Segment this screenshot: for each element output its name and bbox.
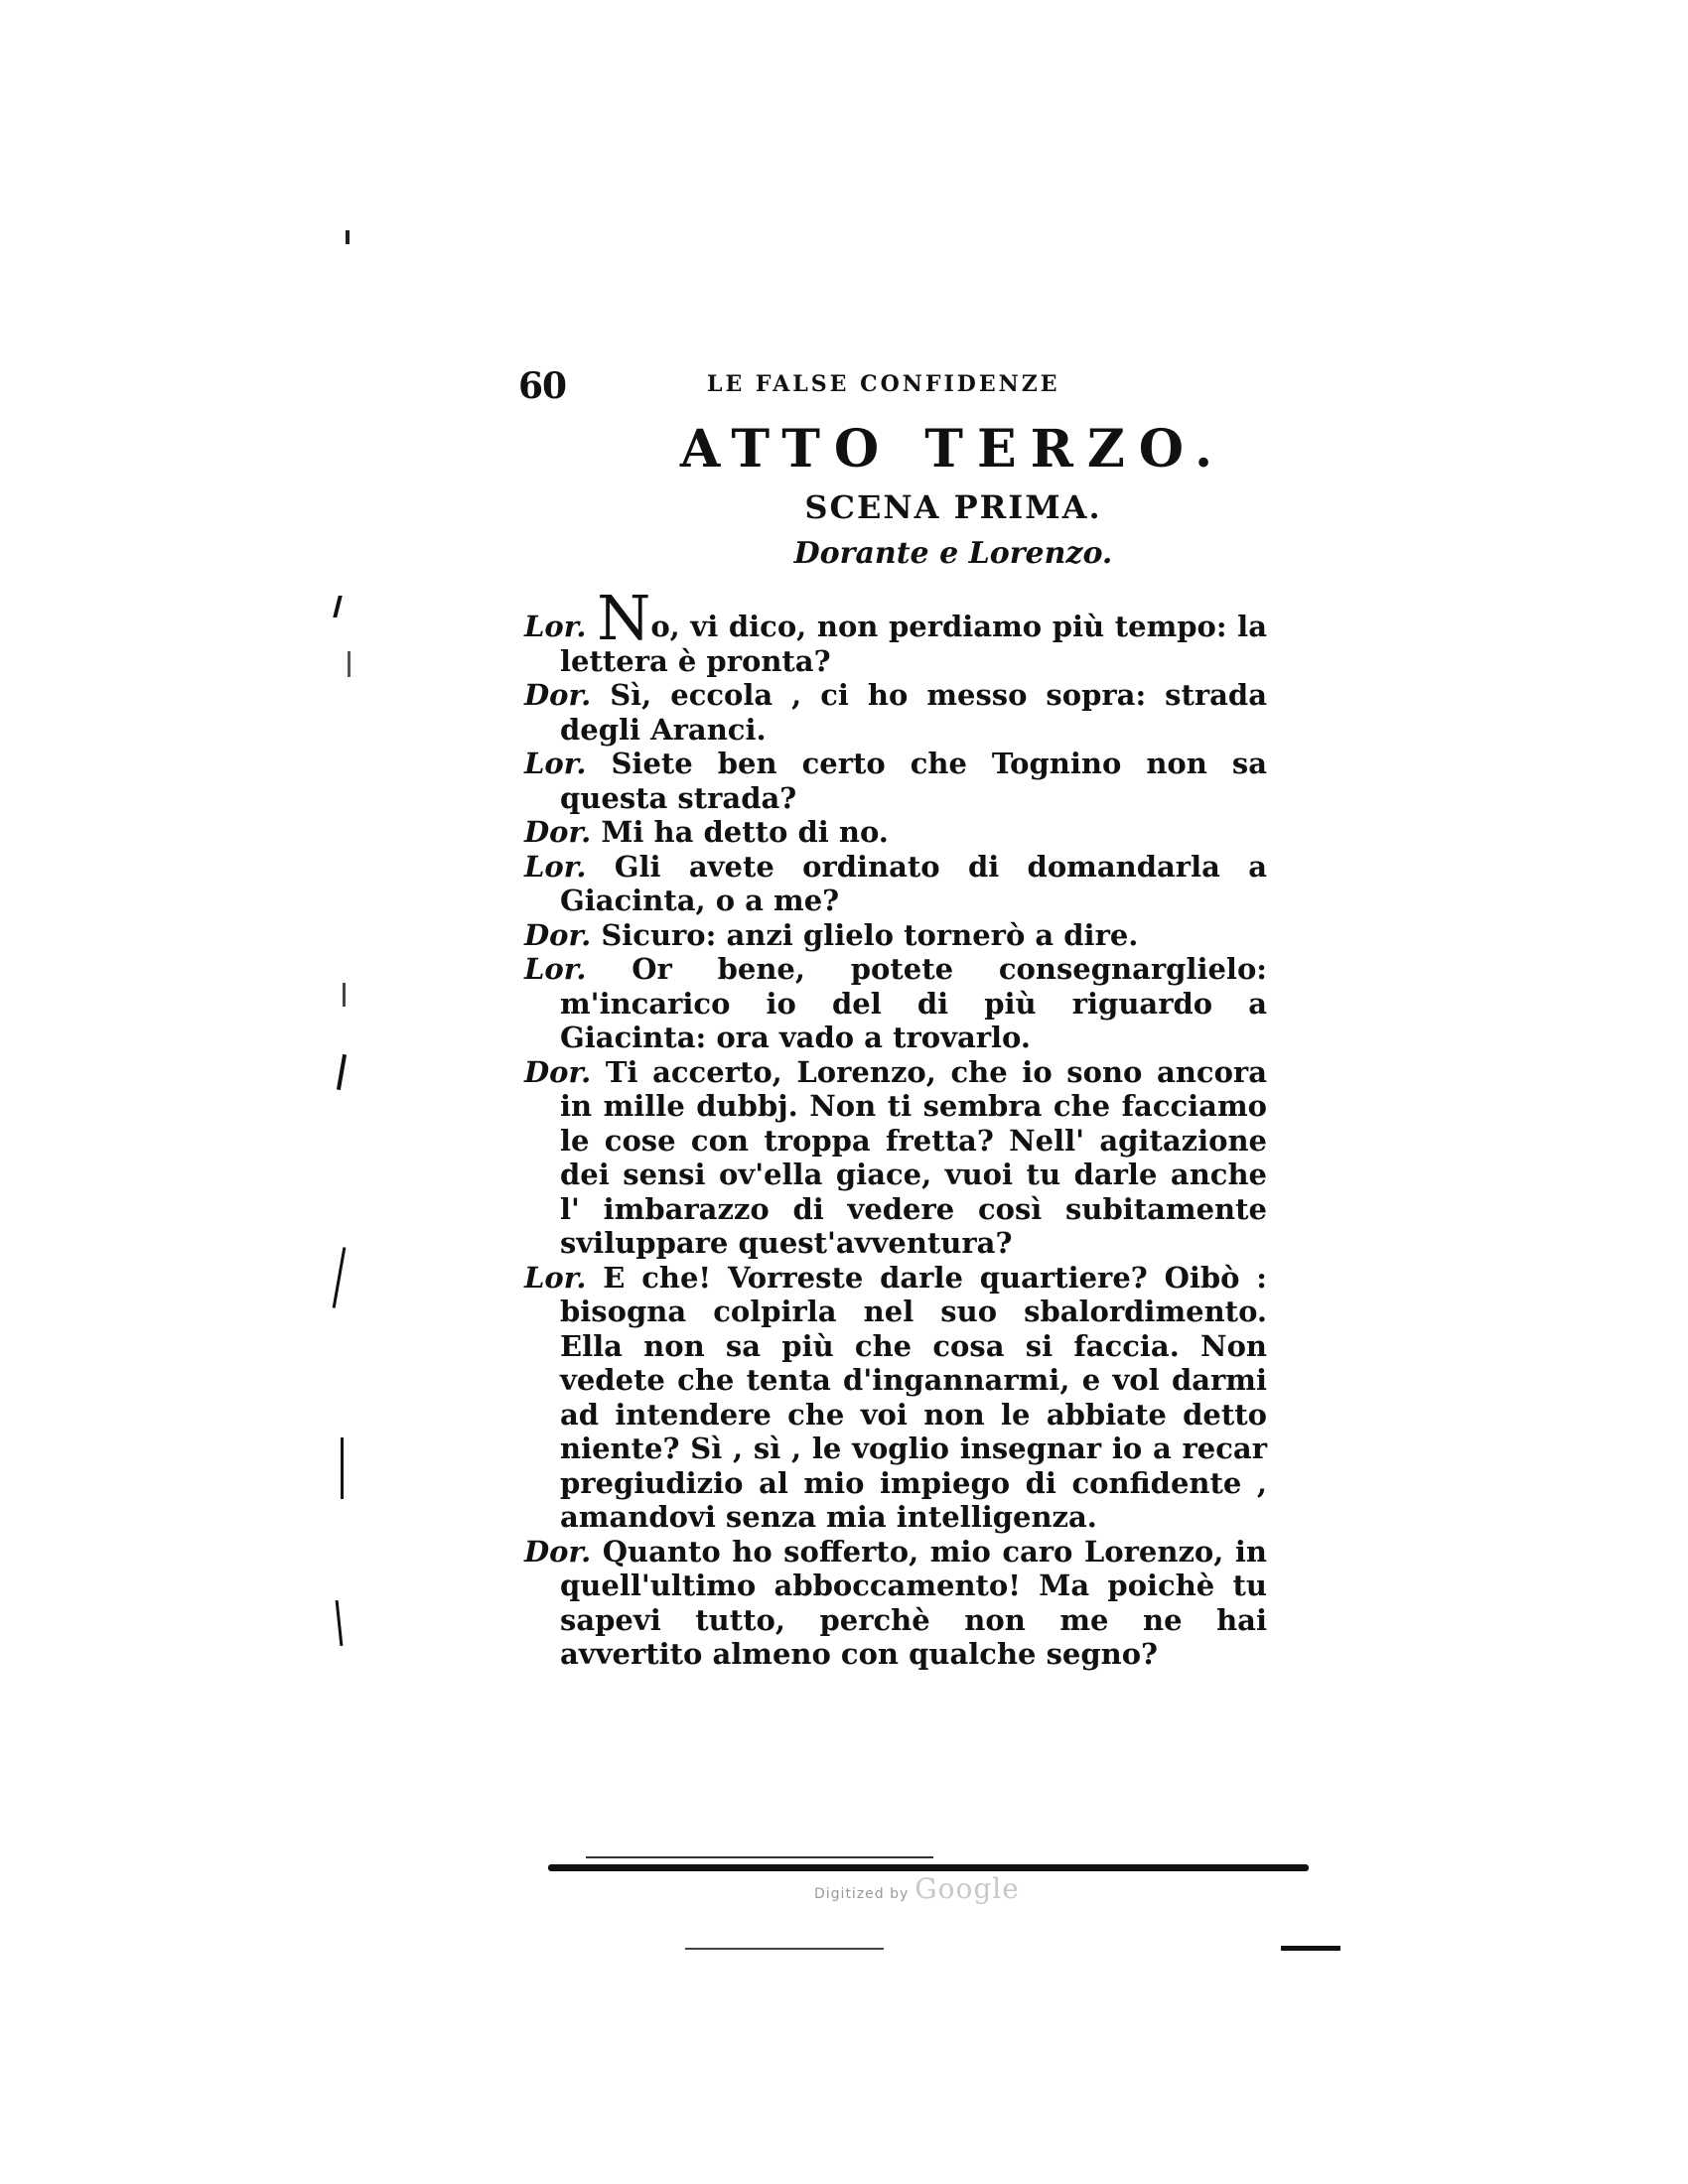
running-head: [518, 365, 1273, 415]
speech-text: E che! Vorreste darle quartiere? Oibò : bisogna colpirla nel suo sbalordimento. Ella non sa più che cosa si faccia. Non vedete che tenta d'ingannarmi, e vol darmi ad intendere che voi non le abbiate detto niente? Sì , sì , le voglio insegnar io a recar pregiudizio al mio impiego di confidente , amandovi senza mia intelligenza.: [560, 1260, 1267, 1534]
margin-stroke: [337, 1054, 347, 1090]
speech-6: [524, 918, 1267, 953]
speech-4: [524, 815, 1267, 850]
speech-text: Quanto ho sofferto, mio caro Lorenzo, in quell'ultimo abboccamento! Ma poichè tu sapevi tutto, perchè non me ne hai avvertito almeno con qualche segno?: [560, 1534, 1267, 1671]
scene-characters: Dorante e Lorenzo.: [793, 536, 1113, 571]
speech-9: [524, 1261, 1267, 1535]
margin-stroke: [333, 1247, 347, 1308]
speaker-label: Dor.: [524, 678, 592, 712]
bottom-scan-rule-thin: [586, 1856, 933, 1858]
speech-5: [524, 850, 1267, 918]
speech-text: Mi ha detto di no.: [601, 815, 889, 849]
speech-text: Sì, eccola , ci ho messo sopra: strada degli Aranci.: [560, 678, 1267, 747]
speaker-label: Dor.: [524, 815, 592, 849]
speech-8: [524, 1055, 1267, 1261]
speech-text: Or bene, potete consegnarglielo: m'incarico io del di più riguardo a Giacinta: ora vado a trovarlo.: [560, 952, 1267, 1054]
speech-10: [524, 1535, 1267, 1672]
speech-2: [524, 678, 1267, 747]
speech-3: [524, 747, 1267, 815]
running-title: LE FALSE CONFIDENZE: [707, 371, 1060, 397]
speaker-label: Dor.: [524, 917, 592, 952]
speech-text: Ti accerto, Lorenzo, che io sono ancora in mille dubbj. Non ti sembra che facciamo le cose con troppa fretta? Nell' agitazione dei sensi ov'ella giace, vuoi tu darle anche l' imbarazzo di vedere così subitamente sviluppare quest'avventura?: [560, 1054, 1267, 1260]
bottom-scan-rule: [548, 1864, 1309, 1871]
speech-text: Sicuro: anzi glielo tornerò a dire.: [601, 917, 1139, 952]
margin-stroke: [341, 1437, 344, 1499]
margin-tick: [343, 983, 346, 1007]
speech-7: [524, 952, 1267, 1055]
speech-text: Siete ben certo che Tognino non sa questa strada?: [560, 747, 1267, 815]
page-number: 60: [518, 365, 567, 407]
watermark-prefix: Digitized by: [814, 1886, 910, 1902]
digitized-watermark: [814, 1872, 1020, 1905]
scan-speck: [346, 230, 350, 244]
act-title: ATTO TERZO.: [679, 419, 1227, 479]
speech-text: Gli avete ordinato di domandarla a Giacinta, o a me?: [560, 849, 1267, 917]
dialogue-block: [524, 582, 1267, 1672]
margin-tick: [348, 651, 351, 677]
speech-text: o, vi dico, non perdiamo più tempo: la lettera è pronta?: [560, 610, 1267, 678]
drop-cap: N: [597, 582, 651, 654]
speaker-label: Lor.: [524, 747, 587, 780]
margin-glyph-mark: [333, 596, 352, 617]
speaker-label: Lor.: [524, 610, 587, 643]
scene-title: SCENA PRIMA.: [804, 488, 1102, 526]
watermark-logo: Google: [914, 1872, 1020, 1905]
speaker-label: Lor.: [524, 849, 587, 884]
speaker-label: Dor.: [524, 1054, 592, 1089]
speaker-label: Lor.: [524, 1260, 587, 1295]
margin-stroke: [336, 1600, 344, 1646]
bottom-scan-rule-right: [1281, 1946, 1340, 1951]
speaker-label: Dor.: [524, 1534, 592, 1569]
speaker-label: Lor.: [524, 952, 587, 986]
bottom-scan-rule-lower: [685, 1948, 884, 1950]
speech-1: [524, 582, 1267, 678]
